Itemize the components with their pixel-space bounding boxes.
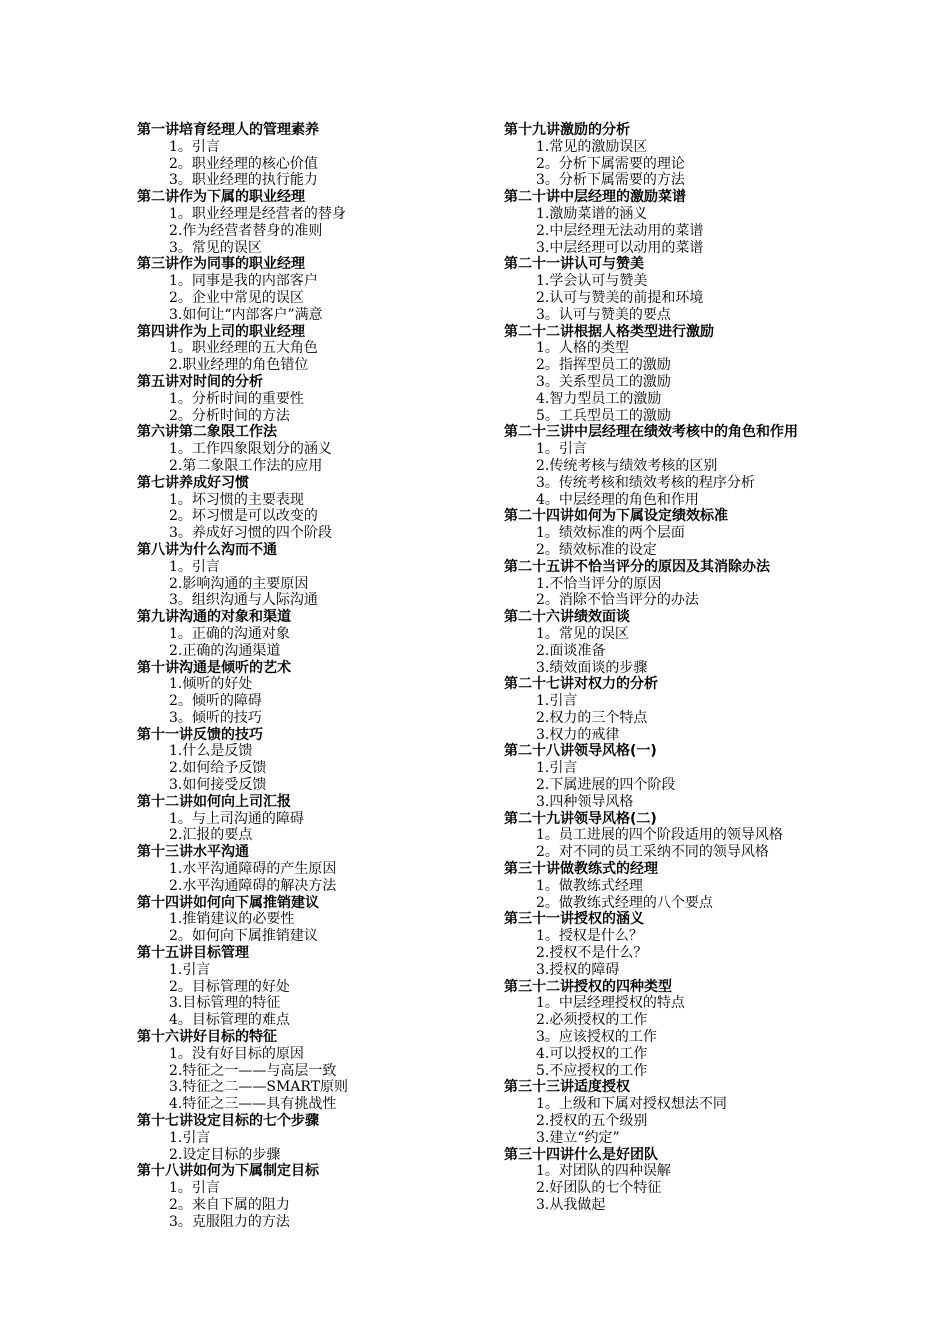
lecture-subitem: 4.智力型员工的激励 [536, 390, 662, 407]
lecture-block [504, 189, 844, 256]
lecture-block [137, 609, 477, 659]
lecture-subitem: 1.学会认可与赞美 [536, 273, 648, 290]
lecture-subitem: 3.建立“约定” [536, 1129, 620, 1146]
lecture-title: 第二十八讲领导风格(一) [504, 743, 657, 760]
lecture-title: 第二十九讲领导风格(二) [504, 810, 657, 827]
lecture-subitem: 3。常见的误区 [169, 239, 262, 256]
lecture-block [137, 542, 477, 609]
lecture-subitem: 4。中层经理的角色和作用 [536, 491, 699, 508]
lecture-subitem: 3。应该授权的工作 [536, 1029, 657, 1046]
lecture-subitem: 2.必须授权的工作 [536, 1012, 648, 1029]
lecture-subitem: 3。克服阻力的方法 [169, 1213, 290, 1230]
lecture-subitem: 1。正确的沟通对象 [169, 625, 290, 642]
lecture-subitem: 3。分析下属需要的方法 [536, 172, 685, 189]
lecture-subitem: 1.不恰当评分的原因 [536, 575, 662, 592]
lecture-subitem: 3。倾听的技巧 [169, 709, 262, 726]
lecture-subitem: 2.影响沟通的主要原因 [169, 575, 309, 592]
lecture-block [504, 743, 844, 810]
lecture-subitem: 1.水平沟通障碍的产生原因 [169, 861, 337, 878]
lecture-title: 第二十二讲根据人格类型进行激励 [504, 323, 714, 340]
lecture-block [137, 1113, 477, 1163]
lecture-title: 第十一讲反馈的技巧 [137, 726, 263, 743]
lecture-subitem: 2.好团队的七个特征 [536, 1180, 662, 1197]
lecture-subitem: 3.绩效面谈的步骤 [536, 659, 648, 676]
lecture-subitem: 4.可以授权的工作 [536, 1045, 648, 1062]
lecture-subitem: 3。职业经理的执行能力 [169, 172, 318, 189]
lecture-block [137, 424, 477, 474]
lecture-block [504, 609, 844, 676]
lecture-subitem: 1。引言 [169, 1180, 220, 1197]
lecture-subitem: 2。对不同的员工采纳不同的领导风格 [536, 844, 769, 861]
lecture-subitem: 1。引言 [169, 558, 220, 575]
lecture-subitem: 2。做教练式经理的八个要点 [536, 894, 713, 911]
lecture-subitem: 1.推销建议的必要性 [169, 911, 295, 928]
lecture-subitem: 1。引言 [169, 138, 220, 155]
lecture-subitem: 2。坏习惯是可以改变的 [169, 508, 318, 525]
lecture-block [137, 945, 477, 1029]
lecture-subitem: 1。中层经理授权的特点 [536, 995, 685, 1012]
lecture-block [504, 122, 844, 189]
lecture-subitem: 1。上级和下属对授权想法不同 [536, 1096, 727, 1113]
lecture-subitem: 2.认可与赞美的前提和环境 [536, 289, 704, 306]
lecture-subitem: 2.权力的三个特点 [536, 709, 648, 726]
lecture-block [504, 508, 844, 558]
lecture-title: 第四讲作为上司的职业经理 [137, 323, 305, 340]
lecture-title: 第二十一讲认可与赞美 [504, 256, 644, 273]
lecture-subitem: 2。消除不恰当评分的办法 [536, 592, 699, 609]
lecture-block [137, 475, 477, 542]
lecture-block [504, 861, 844, 911]
lecture-block [137, 1029, 477, 1113]
left-column [137, 122, 477, 1231]
lecture-title: 第二十讲中层经理的激励菜谱 [504, 189, 686, 206]
lecture-subitem: 2。绩效标准的设定 [536, 541, 657, 558]
lecture-title: 第二十五讲不恰当评分的原因及其消除办法 [504, 558, 770, 575]
lecture-subitem: 1.常见的激励误区 [536, 138, 648, 155]
lecture-title: 第十三讲水平沟通 [137, 844, 249, 861]
lecture-subitem: 1。常见的误区 [536, 625, 629, 642]
lecture-title: 第八讲为什么沟而不通 [137, 541, 277, 558]
lecture-block [137, 122, 477, 189]
lecture-subitem: 1.引言 [169, 1129, 211, 1146]
lecture-subitem: 5。工兵型员工的激励 [536, 407, 671, 424]
lecture-subitem: 1。职业经理是经营者的替身 [169, 205, 346, 222]
lecture-block [137, 256, 477, 323]
lecture-title: 第三十四讲什么是好团队 [504, 1146, 658, 1163]
lecture-subitem: 1。分析时间的重要性 [169, 390, 304, 407]
lecture-title: 第十二讲如何向上司汇报 [137, 793, 291, 810]
lecture-subitem: 1。做教练式经理 [536, 877, 643, 894]
lecture-block [137, 727, 477, 794]
lecture-subitem: 2。目标管理的好处 [169, 978, 290, 995]
lecture-subitem: 1。员工进展的四个阶段适用的领导风格 [536, 827, 783, 844]
lecture-subitem: 1.引言 [536, 693, 578, 710]
lecture-block [137, 794, 477, 844]
lecture-title: 第三十二讲授权的四种类型 [504, 978, 672, 995]
lecture-block [504, 424, 844, 508]
lecture-title: 第二十六讲绩效面谈 [504, 609, 630, 626]
lecture-block [504, 911, 844, 978]
lecture-title: 第二十三讲中层经理在绩效考核中的角色和作用 [504, 424, 798, 441]
lecture-subitem: 3.从我做起 [536, 1197, 606, 1213]
lecture-block [137, 895, 477, 945]
lecture-subitem: 2。企业中常见的误区 [169, 289, 304, 306]
lecture-subitem: 2.中层经理无法动用的菜谱 [536, 222, 704, 239]
lecture-subitem: 1。工作四象限划分的涵义 [169, 441, 332, 458]
lecture-title: 第十五讲目标管理 [137, 945, 249, 962]
lecture-subitem: 2.特征之一——与高层一致 [169, 1062, 337, 1079]
lecture-subitem: 2.设定目标的步骤 [169, 1146, 281, 1163]
lecture-subitem: 2。职业经理的核心价值 [169, 155, 318, 172]
lecture-subitem: 1。对团队的四种误解 [536, 1163, 671, 1180]
lecture-title: 第十九讲激励的分析 [504, 122, 630, 138]
lecture-subitem: 3.特征之二——SMART原则 [169, 1079, 349, 1096]
lecture-subitem: 1。与上司沟通的障碍 [169, 810, 304, 827]
lecture-title: 第三十讲做教练式的经理 [504, 861, 658, 878]
lecture-subitem: 4.特征之三——具有挑战性 [169, 1096, 337, 1113]
lecture-block [137, 660, 477, 727]
lecture-subitem: 3.四种领导风格 [536, 793, 634, 810]
lecture-subitem: 1。人格的类型 [536, 340, 629, 357]
lecture-subitem: 2.水平沟通障碍的解决方法 [169, 877, 337, 894]
lecture-subitem: 3.授权的障碍 [536, 961, 620, 978]
lecture-block [137, 374, 477, 424]
lecture-subitem: 3。组织沟通与人际沟通 [169, 592, 318, 609]
lecture-subitem: 2.授权不是什么？ [536, 945, 648, 962]
lecture-subitem: 2。如何向下属推销建议 [169, 928, 318, 945]
lecture-subitem: 3。认可与赞美的要点 [536, 306, 671, 323]
lecture-title: 第二讲作为下属的职业经理 [137, 189, 305, 206]
lecture-block [504, 256, 844, 323]
lecture-subitem: 1。没有好目标的原因 [169, 1045, 304, 1062]
lecture-subitem: 2.汇报的要点 [169, 827, 253, 844]
lecture-block [137, 189, 477, 256]
lecture-block [137, 1163, 477, 1230]
lecture-subitem: 1。坏习惯的主要表现 [169, 491, 304, 508]
lecture-subitem: 1。引言 [536, 441, 587, 458]
lecture-block [504, 979, 844, 1080]
lecture-title: 第三十三讲适度授权 [504, 1079, 630, 1096]
lecture-subitem: 2。分析下属需要的理论 [536, 155, 685, 172]
lecture-block [137, 324, 477, 374]
lecture-subitem: 1。职业经理的五大角色 [169, 340, 318, 357]
lecture-subitem: 1.倾听的好处 [169, 676, 253, 693]
lecture-subitem: 3.目标管理的特征 [169, 995, 281, 1012]
lecture-title: 第七讲养成好习惯 [137, 474, 249, 491]
lecture-block [137, 844, 477, 894]
lecture-subitem: 2.职业经理的角色错位 [169, 357, 309, 374]
lecture-subitem: 3。传统考核和绩效考核的程序分析 [536, 474, 755, 491]
lecture-subitem: 2。来自下属的阻力 [169, 1197, 290, 1213]
lecture-subitem: 2.授权的五个级别 [536, 1113, 648, 1130]
lecture-block [504, 676, 844, 743]
lecture-subitem: 1.激励菜谱的涵义 [536, 205, 648, 222]
lecture-block [504, 811, 844, 861]
lecture-subitem: 1。授权是什么？ [536, 928, 643, 945]
lecture-subitem: 2。分析时间的方法 [169, 407, 290, 424]
lecture-title: 第三讲作为同事的职业经理 [137, 256, 305, 273]
lecture-title: 第二十七讲对权力的分析 [504, 676, 658, 693]
lecture-subitem: 1。同事是我的内部客户 [169, 273, 318, 290]
lecture-subitem: 2。指挥型员工的激励 [536, 357, 671, 374]
lecture-title: 第十七讲设定目标的七个步骤 [137, 1113, 319, 1130]
lecture-title: 第十六讲好目标的特征 [137, 1029, 277, 1046]
lecture-title: 第九讲沟通的对象和渠道 [137, 609, 291, 626]
lecture-subitem: 2.如何给予反馈 [169, 760, 267, 777]
lecture-title: 第六讲第二象限工作法 [137, 424, 277, 441]
lecture-subitem: 2.传统考核与绩效考核的区别 [536, 457, 718, 474]
lecture-subitem: 1。绩效标准的两个层面 [536, 525, 685, 542]
lecture-subitem: 2.第二象限工作法的应用 [169, 457, 323, 474]
lecture-block [504, 1079, 844, 1146]
lecture-subitem: 3.中层经理可以动用的菜谱 [536, 239, 704, 256]
lecture-subitem: 2。倾听的障碍 [169, 693, 262, 710]
lecture-title: 第十八讲如何为下属制定目标 [137, 1163, 319, 1180]
lecture-subitem: 4。目标管理的难点 [169, 1012, 290, 1029]
lecture-subitem: 3.权力的戒律 [536, 726, 620, 743]
right-column [504, 122, 844, 1214]
lecture-subitem: 2.下属进展的四个阶段 [536, 777, 676, 794]
lecture-block [504, 324, 844, 425]
lecture-subitem: 3.如何接受反馈 [169, 777, 267, 794]
lecture-title: 第三十一讲授权的涵义 [504, 911, 644, 928]
lecture-subitem: 1.引言 [536, 760, 578, 777]
lecture-subitem: 3。关系型员工的激励 [536, 373, 671, 390]
lecture-title: 第二十四讲如何为下属设定绩效标准 [504, 508, 728, 525]
lecture-subitem: 5.不应授权的工作 [536, 1062, 648, 1079]
lecture-block [504, 559, 844, 609]
lecture-subitem: 3.如何让“内部客户”满意 [169, 306, 323, 323]
lecture-subitem: 2.作为经营者替身的准则 [169, 222, 323, 239]
lecture-title: 第十讲沟通是倾听的艺术 [137, 659, 291, 676]
lecture-title: 第五讲对时间的分析 [137, 373, 263, 390]
lecture-title: 第十四讲如何向下属推销建议 [137, 894, 319, 911]
lecture-subitem: 1.什么是反馈 [169, 743, 253, 760]
lecture-subitem: 1.引言 [169, 961, 211, 978]
lecture-subitem: 2.正确的沟通渠道 [169, 642, 281, 659]
lecture-subitem: 2.面谈准备 [536, 642, 606, 659]
lecture-title: 第一讲培育经理人的管理素养 [137, 122, 319, 138]
lecture-subitem: 3。养成好习惯的四个阶段 [169, 525, 332, 542]
lecture-block [504, 1147, 844, 1214]
